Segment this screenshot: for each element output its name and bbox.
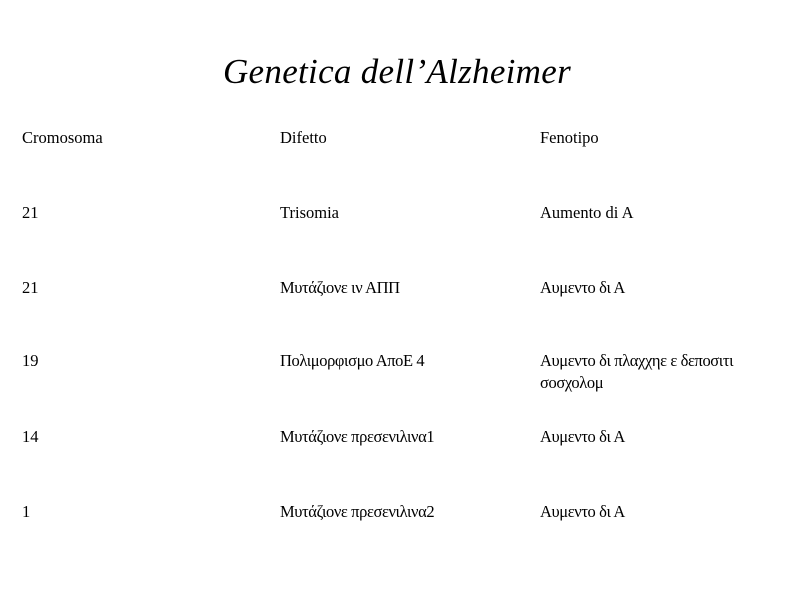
table-cell-defect: Μυτάζιονε πρεσενιλινα2 — [280, 502, 435, 521]
table-cell-chromosome: 1 — [22, 502, 31, 521]
table-cell-phenotype: Αυμεντο δι Α — [540, 427, 625, 446]
header-difetto: Difetto — [280, 128, 327, 147]
table-cell-chromosome: 14 — [22, 427, 39, 446]
table-cell-phenotype: Αυμεντο δι Α — [540, 278, 625, 297]
table-cell-defect: Μυτάζιονε ιν ΑΠΠ — [280, 278, 400, 297]
slide-title: Genetica dell’Alzheimer — [222, 52, 572, 91]
table-cell-defect: Πολιμορφισμο ΑποΕ 4 — [280, 351, 425, 370]
header-cromosoma: Cromosoma — [22, 128, 103, 147]
table-cell-chromosome: 19 — [22, 351, 39, 370]
table-cell-phenotype: Aumento di A — [540, 203, 634, 222]
table-cell-phenotype: Αυμεντο δι Α — [540, 502, 625, 521]
table-cell-chromosome: 21 — [22, 278, 39, 297]
table-cell-defect: Trisomia — [280, 203, 339, 222]
table-cell-phenotype: Αυμεντο δι πλαχχηε ε δεποσιτι — [540, 351, 734, 370]
table-cell-chromosome: 21 — [22, 203, 39, 222]
table-cell-phenotype-continued: σοσχολομ — [540, 373, 604, 392]
table-cell-defect: Μυτάζιονε πρεσενιλινα1 — [280, 427, 435, 446]
header-fenotipo: Fenotipo — [540, 128, 599, 147]
